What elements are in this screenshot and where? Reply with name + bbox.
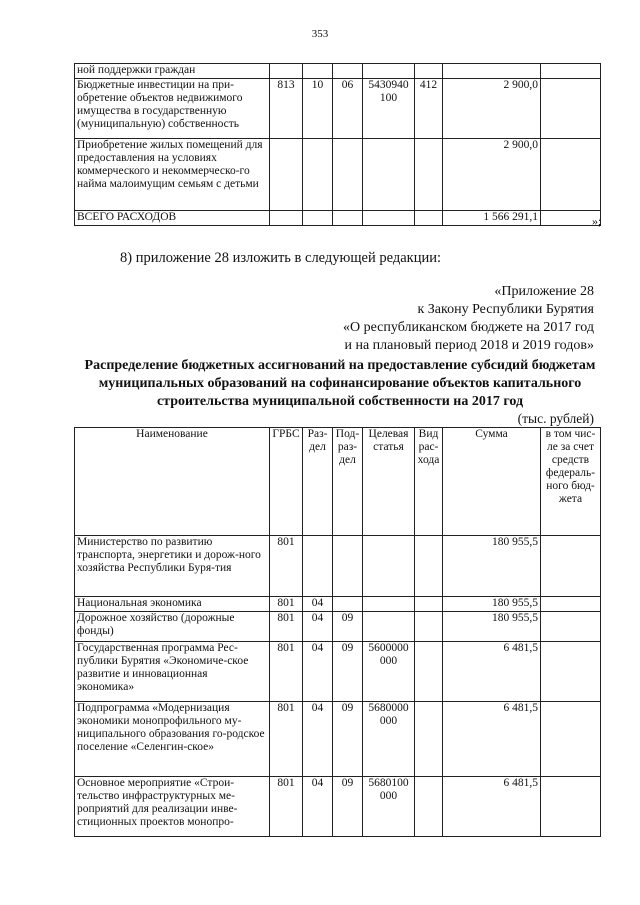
- cell-sum: 2 900,0: [443, 139, 541, 211]
- cell-grbs: [270, 64, 303, 79]
- cell-sum: 180 955,5: [443, 536, 541, 597]
- table-row: [75, 597, 601, 612]
- cell-podrazdel: 06: [333, 79, 363, 139]
- cell-vr: [415, 642, 443, 702]
- cell-fed: [541, 777, 601, 837]
- cell-fed: [541, 536, 601, 597]
- cell-sum: 6 481,5: [443, 642, 541, 702]
- cell-grbs: 801: [270, 702, 303, 777]
- cell-name: Подпрограмма «Модернизация экономики монопрофильного му-ниципального образования го-родское поселение «Селенгин-ское»: [75, 702, 270, 777]
- header-fed: в том чис-ле за счет средств федераль-ного бюд-жета: [541, 428, 601, 536]
- cell-name: Дорожное хозяйство (дорожные фонды): [75, 612, 270, 642]
- cell-fed: [541, 79, 601, 139]
- header-cs: Целевая статья: [363, 428, 415, 536]
- cell-razdel: [303, 64, 333, 79]
- cell-sum: 6 481,5: [443, 702, 541, 777]
- cell-vr: [415, 702, 443, 777]
- cell-grbs: 813: [270, 79, 303, 139]
- cell-podrazdel: [333, 139, 363, 211]
- cell-fed: [541, 702, 601, 777]
- page-number: 353: [311, 28, 329, 40]
- cell-razdel: 04: [303, 642, 333, 702]
- cell-cs: 5430940 100: [363, 79, 415, 139]
- cell-vr: [415, 536, 443, 597]
- cell-fed: [541, 64, 601, 79]
- cell-grbs: [270, 139, 303, 211]
- cell-razdel: 04: [303, 702, 333, 777]
- cell-sum: 180 955,5: [443, 612, 541, 642]
- cell-grbs: 801: [270, 777, 303, 837]
- table-row: [75, 642, 601, 702]
- cell-name: ной поддержки граждан: [75, 64, 270, 79]
- cell-fed: [541, 642, 601, 702]
- cell-grbs: [270, 211, 303, 226]
- annex-line: и на плановый период 2018 и 2019 годов»: [344, 338, 594, 353]
- cell-cs: [363, 597, 415, 612]
- cell-vr: [415, 612, 443, 642]
- cell-grbs: 801: [270, 597, 303, 612]
- table-header-row: [75, 428, 601, 536]
- cell-name: ВСЕГО РАСХОДОВ: [75, 211, 270, 226]
- cell-fed: [541, 597, 601, 612]
- cell-name: Основное мероприятие «Строи-тельство инфраструктурных ме-роприятий для реализации инве-стиционных проектов монопро-: [75, 777, 270, 837]
- table-row: [75, 536, 601, 597]
- instruction-text: 8) приложение 28 изложить в следующей редакции:: [120, 250, 442, 266]
- cell-podrazdel: [333, 536, 363, 597]
- cell-razdel: 04: [303, 612, 333, 642]
- cell-podrazdel: 09: [333, 612, 363, 642]
- cell-grbs: 801: [270, 642, 303, 702]
- cell-sum: 2 900,0: [443, 79, 541, 139]
- table-row: [75, 79, 601, 139]
- document-title: Распределение бюджетных ассигнований на предоставление субсидий бюджетам муниципальных образований на софинансирование объектов капитального строительства муниципальной собственности на 2017 год: [84, 358, 596, 409]
- cell-cs: 5680000 000: [363, 702, 415, 777]
- cell-razdel: 04: [303, 777, 333, 837]
- cell-vr: 412: [415, 79, 443, 139]
- cell-fed: [541, 139, 601, 211]
- previous-table: [74, 63, 601, 226]
- cell-cs: 5680100 000: [363, 777, 415, 837]
- cell-name: Государственная программа Рес-публики Бурятия «Экономиче-ское развитие и инновационная экономика»: [75, 642, 270, 702]
- cell-cs: [363, 64, 415, 79]
- cell-razdel: [303, 211, 333, 226]
- cell-razdel: 10: [303, 79, 333, 139]
- cell-podrazdel: [333, 64, 363, 79]
- table-row: [75, 64, 601, 79]
- cell-grbs: 801: [270, 536, 303, 597]
- cell-razdel: [303, 536, 333, 597]
- header-razdel: Раз-дел: [303, 428, 333, 536]
- annex-line: «Приложение 28: [494, 284, 594, 299]
- cell-sum: 180 955,5: [443, 597, 541, 612]
- cell-name: Приобретение жилых помещений для предоставления на условиях коммерческого и некоммерческо-го найма малоимущим семьям с детьми: [75, 139, 270, 211]
- cell-razdel: [303, 139, 333, 211]
- cell-podrazdel: 09: [333, 702, 363, 777]
- cell-name: Бюджетные инвестиции на при-обретение объектов недвижимого имущества в государственную (муниципальную) собственность: [75, 79, 270, 139]
- header-name: Наименование: [75, 428, 270, 536]
- cell-vr: [415, 777, 443, 837]
- cell-podrazdel: 09: [333, 642, 363, 702]
- cell-cs: [363, 536, 415, 597]
- cell-sum: 1 566 291,1: [443, 211, 541, 226]
- header-vr: Вид рас-хода: [415, 428, 443, 536]
- cell-vr: [415, 597, 443, 612]
- cell-sum: [443, 64, 541, 79]
- table-row: [75, 612, 601, 642]
- annex-header: [343, 283, 594, 355]
- cell-razdel: 04: [303, 597, 333, 612]
- cell-cs: 5600000 000: [363, 642, 415, 702]
- cell-podrazdel: [333, 211, 363, 226]
- units-label: (тыс. рублей): [517, 411, 594, 426]
- cell-cs: [363, 139, 415, 211]
- cell-cs: [363, 612, 415, 642]
- cell-podrazdel: [333, 597, 363, 612]
- cell-vr: [415, 139, 443, 211]
- annex-line: «О республиканском бюджете на 2017 год: [343, 320, 594, 335]
- header-grbs: ГРБС: [270, 428, 303, 536]
- cell-grbs: 801: [270, 612, 303, 642]
- end-mark: »;: [592, 214, 602, 228]
- allocation-table: [74, 427, 601, 837]
- cell-podrazdel: 09: [333, 777, 363, 837]
- cell-vr: [415, 211, 443, 226]
- table-row: [75, 702, 601, 777]
- header-sum: Сумма: [443, 428, 541, 536]
- cell-fed: [541, 612, 601, 642]
- table-row: [75, 139, 601, 211]
- annex-line: к Закону Республики Бурятия: [417, 302, 594, 317]
- cell-name: Национальная экономика: [75, 597, 270, 612]
- table-row: [75, 777, 601, 837]
- cell-cs: [363, 211, 415, 226]
- header-podrazdel: Под-раз-дел: [333, 428, 363, 536]
- table-row: [75, 211, 601, 226]
- cell-vr: [415, 64, 443, 79]
- cell-name: Министерство по развитию транспорта, энергетики и дорож-ного хозяйства Республики Буря-тия: [75, 536, 270, 597]
- cell-sum: 6 481,5: [443, 777, 541, 837]
